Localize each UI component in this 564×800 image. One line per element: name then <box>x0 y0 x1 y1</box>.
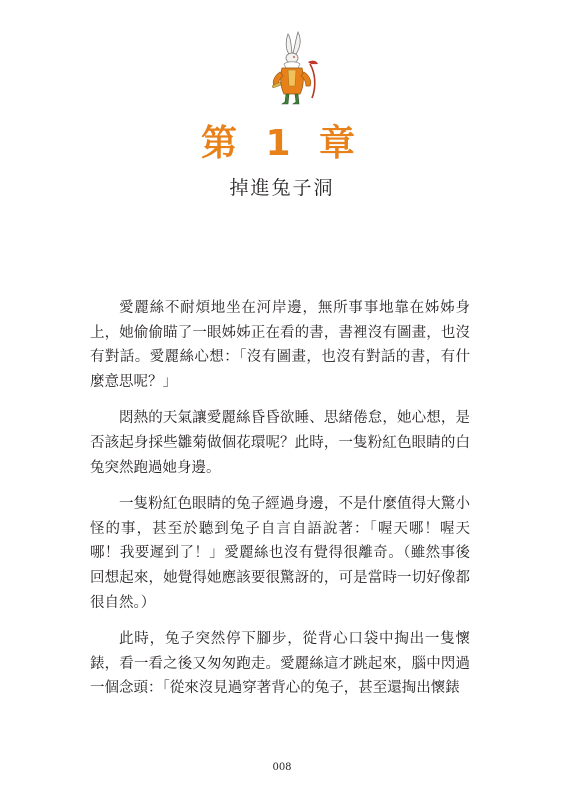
paragraph: 愛麗絲不耐煩地坐在河岸邊，無所事事地靠在姊姊身上，她偷偷瞄了一眼姊姊正在看的書，書裡沒有圖畫，也沒有對話。愛麗絲心想：「沒有圖畫，也沒有對話的書，有什麼意思呢？」 <box>90 300 470 390</box>
paragraph: 此時，兔子突然停下腳步，從背心口袋中掏出一隻懷錶，看一看之後又匆匆跑走。愛麗絲這才跳起來，腦中閃過一個念頭：「從來沒見過穿著背心的兔子，甚至還掏出懷錶 <box>90 631 470 697</box>
white-rabbit-illustration <box>258 30 326 110</box>
paragraph: 一隻粉紅色眼睛的兔子經過身邊，不是什麼值得大驚小怪的事，甚至於聽到兔子自言自語說著：「喔天哪！喔天哪！我要遲到了！」愛麗絲也沒有覺得很離奇。（雖然事後回想起來，她覺得她應該要很驚訝的，可是當時一切好像都很自然。） <box>90 496 470 611</box>
chapter-number: 第 1 章 <box>200 123 364 164</box>
page-number: 008 <box>272 762 292 773</box>
body-text <box>90 296 470 713</box>
chapter-title: 掉進兔子洞 <box>229 177 335 199</box>
paragraph: 悶熱的天氣讓愛麗絲昏昏欲睡、思緒倦怠，她心想，是否該起身採些雛菊做個花環呢？此時，一隻粉紅色眼睛的白兔突然跑過她身邊。 <box>90 410 470 476</box>
